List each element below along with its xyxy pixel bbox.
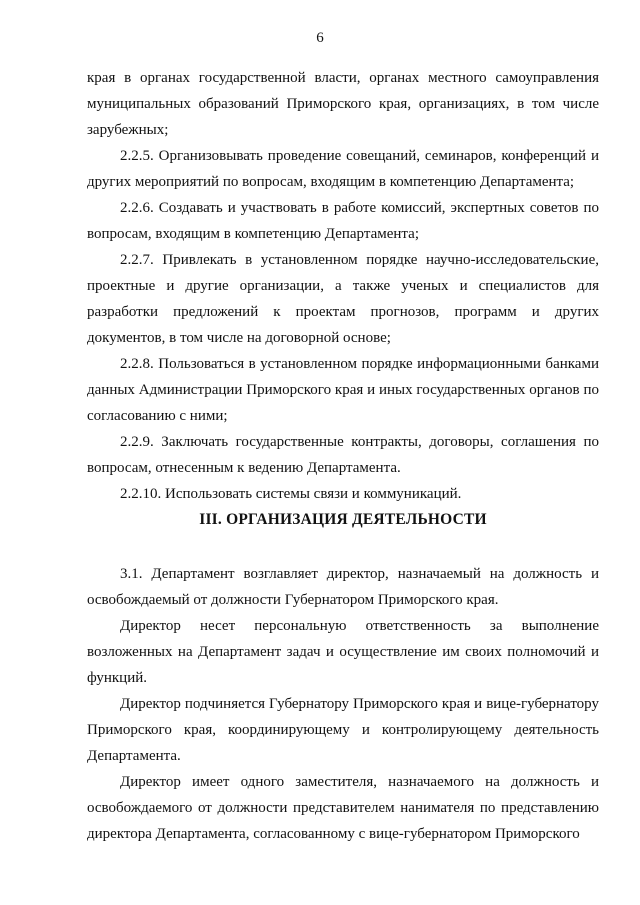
page-number: 6 bbox=[316, 30, 324, 46]
text-line: 2.2.10. Использовать системы связи и коммуникаций. bbox=[120, 486, 462, 502]
paragraph-2-2-8 bbox=[87, 351, 599, 429]
text-line: 2.2.8. Пользоваться в установленном порядке информационными банками bbox=[120, 356, 599, 372]
text-line: функций. bbox=[87, 670, 147, 686]
text-line: Директор подчиняется Губернатору Приморского края и вице-губернатору bbox=[120, 696, 599, 712]
text-line: муниципальных образований Приморского края, организациях, в том числе bbox=[87, 96, 599, 112]
text-line: зарубежных; bbox=[87, 122, 169, 138]
paragraph-director-responsibility bbox=[87, 613, 599, 691]
text-line: Директор имеет одного заместителя, назначаемого на должность и bbox=[120, 774, 599, 790]
text-line: освобождаемого от должности представителем нанимателя по представлению bbox=[87, 800, 599, 816]
text-line: вопросам, входящим в компетенцию Департамента; bbox=[87, 226, 419, 242]
text-line: согласованию с ними; bbox=[87, 408, 228, 424]
text-line: края в органах государственной власти, органах местного самоуправления bbox=[87, 70, 599, 86]
paragraph-director-subordination bbox=[87, 691, 599, 769]
text-line: 2.2.9. Заключать государственные контракты, договоры, соглашения по bbox=[120, 434, 599, 450]
document-body bbox=[87, 65, 599, 847]
section-3-items bbox=[87, 561, 599, 847]
text-line: проектные и другие организации, а также ученых и специалистов для bbox=[87, 278, 599, 294]
text-line: 2.2.5. Организовывать проведение совещаний, семинаров, конференций и bbox=[120, 148, 599, 164]
paragraph-director-deputy bbox=[87, 769, 599, 847]
heading-spacing bbox=[87, 533, 599, 561]
text-line: 3.1. Департамент возглавляет директор, назначаемый на должность и bbox=[120, 566, 599, 582]
text-line: документов, в том числе на договорной основе; bbox=[87, 330, 391, 346]
text-line: 2.2.7. Привлекать в установленном порядке научно-исследовательские, bbox=[120, 252, 599, 268]
paragraph-2-2-6 bbox=[87, 195, 599, 247]
text-line: Приморского края, координирующему и контролирующему деятельность bbox=[87, 722, 599, 738]
section-heading: III. ОРГАНИЗАЦИЯ ДЕЯТЕЛЬНОСТИ bbox=[199, 511, 487, 528]
section-2-2-items bbox=[87, 65, 599, 507]
text-line: данных Администрации Приморского края и иных государственных органов по bbox=[87, 382, 599, 398]
text-line: 2.2.6. Создавать и участвовать в работе комиссий, экспертных советов по bbox=[120, 200, 599, 216]
text-line: возложенных на Департамент задач и осуществление им своих полномочий и bbox=[87, 644, 599, 660]
paragraph-2-2-10 bbox=[87, 481, 599, 507]
paragraph-2-2-5 bbox=[87, 143, 599, 195]
text-line: вопросам, отнесенным к ведению Департамента. bbox=[87, 460, 401, 476]
text-line: освобождаемый от должности Губернатором Приморского края. bbox=[87, 592, 499, 608]
paragraph-2-2-7 bbox=[87, 247, 599, 351]
paragraph-3-1 bbox=[87, 561, 599, 613]
text-line: других мероприятий по вопросам, входящим в компетенцию Департамента; bbox=[87, 174, 575, 190]
text-line: Департамента. bbox=[87, 748, 181, 764]
text-line: директора Департамента, согласованному с вице-губернатором Приморского bbox=[87, 826, 580, 842]
paragraph-2-2-9 bbox=[87, 429, 599, 481]
text-line: Директор несет персональную ответственность за выполнение bbox=[120, 618, 599, 634]
paragraph-continued bbox=[87, 65, 599, 143]
text-line: разработки предложений к проектам прогнозов, программ и других bbox=[87, 304, 599, 320]
